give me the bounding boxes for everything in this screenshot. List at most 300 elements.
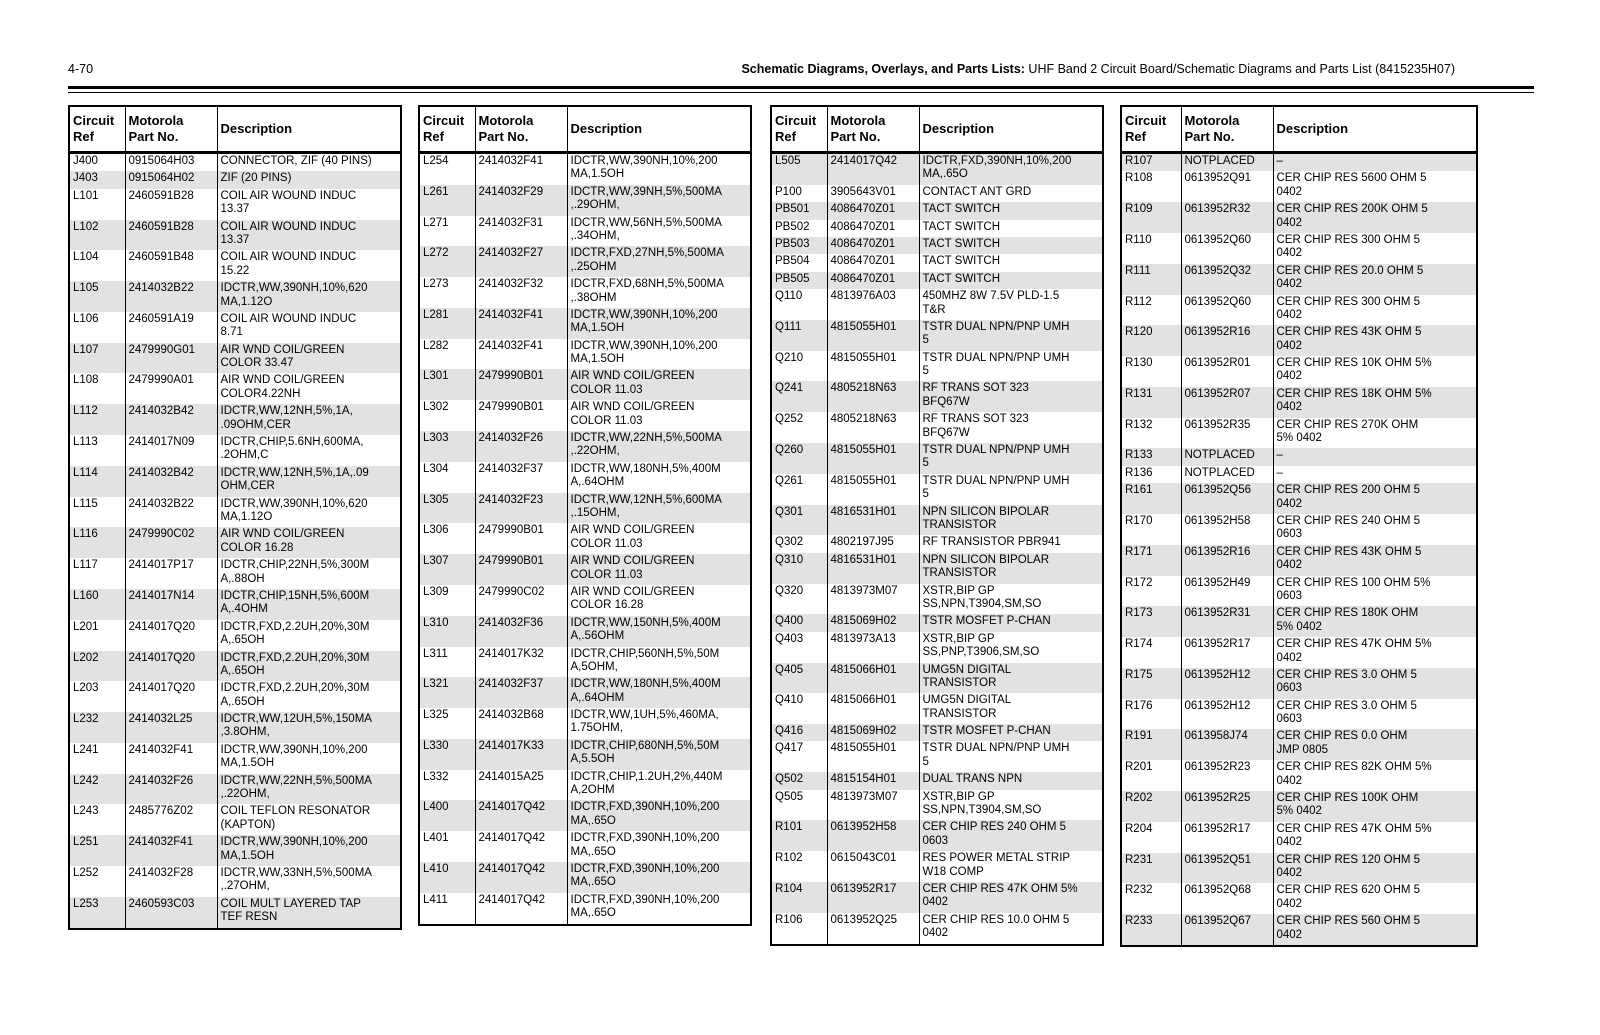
part-no-cell: 4802197J95 xyxy=(827,535,919,552)
description-cell: CER CHIP RES 0.0 OHM JMP 0805 xyxy=(1273,729,1477,760)
description-cell: IDCTR,WW,33NH,5%,500MA ,.27OHM, xyxy=(217,866,401,897)
description-cell: CER CHIP RES 100 OHM 5% 0603 xyxy=(1273,576,1477,607)
table-row xyxy=(69,312,401,343)
description-cell: CER CHIP RES 200 OHM 5 0402 xyxy=(1273,483,1477,514)
description-cell: TACT SWITCH xyxy=(919,272,1103,289)
part-no-cell: 4805218N63 xyxy=(827,381,919,412)
table-row xyxy=(1121,202,1477,233)
table-row xyxy=(1121,853,1477,884)
description-cell: CONTACT ANT GRD xyxy=(919,185,1103,202)
circuit-ref-cell: Q210 xyxy=(775,351,804,364)
table-row xyxy=(419,493,751,524)
description-cell: COIL AIR WOUND INDUC 13.37 xyxy=(217,220,401,251)
description-cell: IDCTR,WW,180NH,5%,400M A,.64OHM xyxy=(567,677,751,708)
table-header-row xyxy=(419,106,751,153)
part-no-cell: 2414032F37 xyxy=(475,677,567,708)
circuit-ref-cell: Q410 xyxy=(775,694,804,707)
part-no-cell: 4815055H01 xyxy=(827,443,919,474)
table-row xyxy=(1121,514,1477,545)
circuit-ref-cell: L106 xyxy=(73,312,99,325)
table-row xyxy=(69,153,401,172)
part-no-cell: 2414017N09 xyxy=(125,435,217,466)
description-cell: AIR WND COIL/GREEN COLOR 33.47 xyxy=(217,343,401,374)
description-cell: CONNECTOR, ZIF (40 PINS) xyxy=(217,153,401,172)
part-no-cell: 4815055H01 xyxy=(827,351,919,382)
description-cell: IDCTR,WW,180NH,5%,400M A,.64OHM xyxy=(567,462,751,493)
table-row xyxy=(69,774,401,805)
part-no-cell: 0613952R07 xyxy=(1181,387,1273,418)
description-cell: COIL AIR WOUND INDUC 8.71 xyxy=(217,312,401,343)
parts-table-2 xyxy=(418,105,752,926)
parts-table xyxy=(418,105,752,926)
description-cell: RF TRANSISTOR PBR941 xyxy=(919,535,1103,552)
circuit-ref-cell: P100 xyxy=(775,185,802,198)
circuit-ref-cell: J403 xyxy=(69,171,125,188)
table-row xyxy=(1121,576,1477,607)
table-row xyxy=(69,171,401,188)
part-no-cell: NOTPLACED xyxy=(1181,153,1273,172)
circuit-ref-cell: R201 xyxy=(1125,761,1153,774)
table-row xyxy=(419,339,751,370)
description-cell: RF TRANS SOT 323 BFQ67W xyxy=(919,412,1103,443)
parts-table xyxy=(1120,105,1478,947)
description-cell: CER CHIP RES 240 OHM 5 0603 xyxy=(919,820,1103,851)
circuit-ref-cell: Q417 xyxy=(775,742,804,755)
description-cell: CER CHIP RES 240 OHM 5 0603 xyxy=(1273,514,1477,545)
circuit-ref-cell: R132 xyxy=(1125,418,1153,431)
description-cell: IDCTR,WW,12UH,5%,150MA ,3.8OHM, xyxy=(217,712,401,743)
table-row xyxy=(771,381,1103,412)
description-cell: IDCTR,FXD,390NH,10%,200 MA,.65O xyxy=(919,153,1103,185)
description-cell: IDCTR,WW,150NH,5%,400M A,.56OHM xyxy=(567,616,751,647)
column-header-circuit-ref: Circuit Ref xyxy=(1121,106,1181,153)
description-cell: COIL AIR WOUND INDUC 13.37 xyxy=(217,189,401,220)
table-row xyxy=(771,505,1103,536)
part-no-cell: 2460593C03 xyxy=(125,897,217,929)
description-cell: 450MHZ 8W 7.5V PLD-1.5 T&R xyxy=(919,289,1103,320)
table-row xyxy=(419,585,751,616)
description-cell: IDCTR,WW,39NH,5%,500MA ,.29OHM, xyxy=(567,185,751,216)
circuit-ref-cell: Q400 xyxy=(771,614,827,631)
table-row xyxy=(1121,387,1477,418)
table-row xyxy=(419,893,751,925)
part-no-cell: 2414032F31 xyxy=(475,216,567,247)
description-cell: IDCTR,FXD,390NH,10%,200 MA,.65O xyxy=(567,831,751,862)
table-row xyxy=(419,831,751,862)
description-cell: CER CHIP RES 300 OHM 5 0402 xyxy=(1273,295,1477,326)
part-no-cell: 2414032F26 xyxy=(475,431,567,462)
table-row xyxy=(69,589,401,620)
table-row xyxy=(771,202,1103,219)
part-no-cell: 4815069H02 xyxy=(827,614,919,631)
circuit-ref-cell: L104 xyxy=(73,251,99,264)
description-cell: AIR WND COIL/GREEN COLOR 16.28 xyxy=(217,527,401,558)
part-no-cell: 2414017Q20 xyxy=(125,620,217,651)
circuit-ref-cell: L272 xyxy=(419,246,475,277)
table-row xyxy=(771,772,1103,789)
circuit-ref-cell: R110 xyxy=(1125,233,1152,246)
table-row xyxy=(69,435,401,466)
circuit-ref-cell: L330 xyxy=(419,739,475,770)
description-cell: IDCTR,CHIP,22NH,5%,300M A,.88OH xyxy=(217,558,401,589)
part-no-cell: 2414032F26 xyxy=(125,774,217,805)
column-header-description: Description xyxy=(919,106,1103,153)
table-row xyxy=(69,681,401,712)
description-cell: RF TRANS SOT 323 BFQ67W xyxy=(919,381,1103,412)
table-row xyxy=(419,431,751,462)
part-no-cell: 2414017Q20 xyxy=(125,651,217,682)
part-no-cell: 2414017Q20 xyxy=(125,681,217,712)
table-row xyxy=(69,250,401,281)
part-no-cell: 2414015A25 xyxy=(475,770,567,801)
part-no-cell: 0613952Q60 xyxy=(1181,295,1273,326)
description-cell: TACT SWITCH xyxy=(919,237,1103,254)
circuit-ref-cell: R108 xyxy=(1125,172,1153,185)
column-header-circuit-ref: Circuit Ref xyxy=(771,106,827,153)
description-cell: IDCTR,WW,390NH,10%,620 MA,1.12O xyxy=(217,281,401,312)
description-cell: NPN SILICON BIPOLAR TRANSISTOR xyxy=(919,553,1103,584)
description-cell: AIR WND COIL/GREEN COLOR4.22NH xyxy=(217,373,401,404)
table-row xyxy=(69,466,401,497)
table-row xyxy=(419,739,751,770)
table-row xyxy=(1121,418,1477,449)
table-row xyxy=(1121,637,1477,668)
parts-table-3 xyxy=(770,105,1104,946)
part-no-cell: 0613952R35 xyxy=(1181,418,1273,449)
circuit-ref-cell: L112 xyxy=(69,404,125,435)
circuit-ref-cell: L271 xyxy=(423,216,449,229)
description-cell: TSTR DUAL NPN/PNP UMH 5 xyxy=(919,320,1103,351)
table-row xyxy=(1121,295,1477,326)
description-cell: – xyxy=(1273,153,1477,172)
description-cell: XSTR,BIP GP SS,PNP,T3906,SM,SO xyxy=(919,632,1103,663)
part-no-cell: 0915064H02 xyxy=(125,171,217,188)
part-no-cell: 2479990B01 xyxy=(475,400,567,431)
description-cell: CER CHIP RES 47K OHM 5% 0402 xyxy=(919,882,1103,913)
circuit-ref-cell: Q405 xyxy=(771,663,827,694)
table-row xyxy=(69,897,401,929)
part-no-cell: 0613952R32 xyxy=(1181,202,1273,233)
part-no-cell: 0613952H49 xyxy=(1181,576,1273,607)
column-header-part-no: Motorola Part No. xyxy=(475,106,567,153)
description-cell: CER CHIP RES 18K OHM 5% 0402 xyxy=(1273,387,1477,418)
circuit-ref-cell: L252 xyxy=(73,866,99,879)
circuit-ref-cell: L310 xyxy=(419,616,475,647)
description-cell: IDCTR,WW,390NH,10%,200 MA,1.5OH xyxy=(567,153,751,185)
table-row xyxy=(771,724,1103,741)
circuit-ref-cell: R104 xyxy=(771,882,827,913)
page-number: 4-70 xyxy=(68,62,94,76)
table-row xyxy=(771,663,1103,694)
circuit-ref-cell: L302 xyxy=(423,401,449,414)
description-cell: COIL MULT LAYERED TAP TEF RESN xyxy=(217,897,401,929)
part-no-cell: 0613952Q67 xyxy=(1181,914,1273,946)
part-no-cell: 0613952Q68 xyxy=(1181,883,1273,914)
description-cell: CER CHIP RES 200K OHM 5 0402 xyxy=(1273,202,1477,233)
part-no-cell: 4815055H01 xyxy=(827,320,919,351)
description-cell: IDCTR,FXD,2.2UH,20%,30M A,.65OH xyxy=(217,681,401,712)
description-cell: CER CHIP RES 3.0 OHM 5 0603 xyxy=(1273,699,1477,730)
part-no-cell: 0613952R25 xyxy=(1181,791,1273,822)
description-cell: CER CHIP RES 47K OHM 5% 0402 xyxy=(1273,637,1477,668)
part-no-cell: 4086470Z01 xyxy=(827,272,919,289)
circuit-ref-cell: L105 xyxy=(69,281,125,312)
part-no-cell: 0613952H58 xyxy=(1181,514,1273,545)
circuit-ref-cell: L203 xyxy=(73,682,99,695)
table-header-row xyxy=(1121,106,1477,153)
description-cell: TSTR MOSFET P-CHAN xyxy=(919,614,1103,631)
table-row xyxy=(1121,483,1477,514)
circuit-ref-cell: L305 xyxy=(419,493,475,524)
table-row xyxy=(1121,760,1477,791)
part-no-cell: 4813976A03 xyxy=(827,289,919,320)
part-no-cell: 2479990B01 xyxy=(475,369,567,400)
circuit-ref-cell: Q403 xyxy=(775,632,804,645)
description-cell: IDCTR,CHIP,560NH,5%,50M A,5OHM, xyxy=(567,647,751,678)
circuit-ref-cell: L201 xyxy=(73,620,99,633)
description-cell: NPN SILICON BIPOLAR TRANSISTOR xyxy=(919,505,1103,536)
part-no-cell: 0613952Q91 xyxy=(1181,171,1273,202)
part-no-cell: 4815066H01 xyxy=(827,693,919,724)
running-header-subtitle: UHF Band 2 Circuit Board/Schematic Diagrams and Parts List (8415235H07) xyxy=(1024,62,1455,76)
circuit-ref-cell: R131 xyxy=(1121,387,1181,418)
part-no-cell: 0613952R17 xyxy=(1181,822,1273,853)
table-row xyxy=(69,558,401,589)
circuit-ref-cell: R107 xyxy=(1121,153,1181,172)
circuit-ref-cell: L115 xyxy=(73,497,98,510)
part-no-cell: 4813973M07 xyxy=(827,584,919,615)
description-cell: IDCTR,WW,56NH,5%,500MA ,.34OHM, xyxy=(567,216,751,247)
circuit-ref-cell: L251 xyxy=(69,835,125,866)
part-no-cell: 2479990A01 xyxy=(125,373,217,404)
description-cell: TSTR MOSFET P-CHAN xyxy=(919,724,1103,741)
table-row xyxy=(771,632,1103,663)
part-no-cell: 2479990C02 xyxy=(475,585,567,616)
circuit-ref-cell: L400 xyxy=(419,800,475,831)
part-no-cell: 0613952Q32 xyxy=(1181,264,1273,295)
description-cell: TSTR DUAL NPN/PNP UMH 5 xyxy=(919,741,1103,772)
part-no-cell: 2414017P17 xyxy=(125,558,217,589)
part-no-cell: 2460591B28 xyxy=(125,189,217,220)
circuit-ref-cell: R106 xyxy=(775,913,803,926)
description-cell: CER CHIP RES 180K OHM 5% 0402 xyxy=(1273,606,1477,637)
part-no-cell: 2414032B42 xyxy=(125,466,217,497)
circuit-ref-cell: L273 xyxy=(423,278,449,291)
part-no-cell: NOTPLACED xyxy=(1181,466,1273,483)
circuit-ref-cell: PB504 xyxy=(775,255,810,268)
table-row xyxy=(69,743,401,774)
description-cell: IDCTR,FXD,27NH,5%,500MA ,.25OHM xyxy=(567,246,751,277)
table-row xyxy=(419,616,751,647)
part-no-cell: 4816531H01 xyxy=(827,505,919,536)
part-no-cell: 4805218N63 xyxy=(827,412,919,443)
circuit-ref-cell: Q320 xyxy=(775,584,804,597)
table-row xyxy=(1121,264,1477,295)
part-no-cell: 2414032B22 xyxy=(125,281,217,312)
part-no-cell: 2414032F36 xyxy=(475,616,567,647)
part-no-cell: 2414032F41 xyxy=(125,835,217,866)
table-row xyxy=(69,497,401,528)
part-no-cell: 0613952H58 xyxy=(827,820,919,851)
circuit-ref-cell: L505 xyxy=(771,153,827,185)
circuit-ref-cell: R133 xyxy=(1121,448,1181,465)
part-no-cell: 2460591B48 xyxy=(125,250,217,281)
table-row xyxy=(419,708,751,739)
part-no-cell: 0915064H03 xyxy=(125,153,217,172)
part-no-cell: 4815055H01 xyxy=(827,474,919,505)
description-cell: IDCTR,WW,22NH,5%,500MA ,.22OHM, xyxy=(567,431,751,462)
description-cell: CER CHIP RES 43K OHM 5 0402 xyxy=(1273,325,1477,356)
part-no-cell: 2414017Q42 xyxy=(475,800,567,831)
circuit-ref-cell: Q502 xyxy=(771,772,827,789)
circuit-ref-cell: L254 xyxy=(423,155,449,167)
table-row xyxy=(1121,822,1477,853)
table-row xyxy=(419,153,751,185)
circuit-ref-cell: L411 xyxy=(423,893,448,906)
table-row xyxy=(419,554,751,585)
circuit-ref-cell: Q241 xyxy=(771,381,827,412)
part-no-cell: 0613952R23 xyxy=(1181,760,1273,791)
column-header-circuit-ref: Circuit Ref xyxy=(419,106,475,153)
circuit-ref-cell: L113 xyxy=(73,436,98,449)
table-row xyxy=(69,343,401,374)
circuit-ref-cell: L202 xyxy=(69,651,125,682)
description-cell: IDCTR,FXD,390NH,10%,200 MA,.65O xyxy=(567,862,751,893)
part-no-cell: 2414032F23 xyxy=(475,493,567,524)
part-no-cell: 0613952Q25 xyxy=(827,913,919,945)
table-row xyxy=(771,913,1103,945)
circuit-ref-cell: R202 xyxy=(1121,791,1181,822)
circuit-ref-cell: PB505 xyxy=(771,272,827,289)
part-no-cell: 2414017Q42 xyxy=(827,153,919,185)
circuit-ref-cell: R231 xyxy=(1121,853,1181,884)
part-no-cell: 2414017Q42 xyxy=(475,831,567,862)
description-cell: XSTR,BIP GP SS,NPN,T3904,SM,SO xyxy=(919,584,1103,615)
table-row xyxy=(1121,883,1477,914)
description-cell: IDCTR,CHIP,15NH,5%,600M A,.4OHM xyxy=(217,589,401,620)
part-no-cell: 2414017K32 xyxy=(475,647,567,678)
table-row xyxy=(419,216,751,247)
circuit-ref-cell: L325 xyxy=(423,709,449,722)
part-no-cell: 2414017N14 xyxy=(125,589,217,620)
table-row xyxy=(419,770,751,801)
circuit-ref-cell: R173 xyxy=(1121,606,1181,637)
circuit-ref-cell: L114 xyxy=(69,466,125,497)
description-cell: AIR WND COIL/GREEN COLOR 11.03 xyxy=(567,523,751,554)
description-cell: CER CHIP RES 82K OHM 5% 0402 xyxy=(1273,760,1477,791)
description-cell: – xyxy=(1273,466,1477,483)
header-divider-rule xyxy=(68,86,1534,93)
description-cell: IDCTR,CHIP,1.2UH,2%,440M A,2OHM xyxy=(567,770,751,801)
column-header-part-no: Motorola Part No. xyxy=(1181,106,1273,153)
description-cell: IDCTR,FXD,390NH,10%,200 MA,.65O xyxy=(567,893,751,925)
table-row xyxy=(1121,356,1477,387)
part-no-cell: 0613952R17 xyxy=(827,882,919,913)
circuit-ref-cell: R174 xyxy=(1125,638,1153,651)
circuit-ref-cell: Q416 xyxy=(771,724,827,741)
table-row xyxy=(1121,545,1477,576)
parts-table xyxy=(68,105,402,930)
description-cell: CER CHIP RES 3.0 OHM 5 0603 xyxy=(1273,668,1477,699)
part-no-cell: 2414032F28 xyxy=(125,866,217,897)
table-row xyxy=(1121,233,1477,264)
circuit-ref-cell: Q110 xyxy=(775,290,803,303)
circuit-ref-cell: L107 xyxy=(69,343,125,374)
part-no-cell: 0613952R16 xyxy=(1181,545,1273,576)
table-row xyxy=(771,320,1103,351)
part-no-cell: 0613952R16 xyxy=(1181,325,1273,356)
description-cell: IDCTR,WW,1UH,5%,460MA, 1.75OHM, xyxy=(567,708,751,739)
description-cell: IDCTR,FXD,2.2UH,20%,30M A,.65OH xyxy=(217,651,401,682)
circuit-ref-cell: L241 xyxy=(73,743,99,756)
part-no-cell: 4086470Z01 xyxy=(827,254,919,271)
part-no-cell: 2414032F41 xyxy=(475,308,567,339)
part-no-cell: 2414017Q42 xyxy=(475,893,567,925)
part-no-cell: 0613952R17 xyxy=(1181,637,1273,668)
circuit-ref-cell: L253 xyxy=(69,897,125,929)
table-row xyxy=(69,527,401,558)
circuit-ref-cell: L307 xyxy=(419,554,475,585)
circuit-ref-cell: L306 xyxy=(423,524,449,537)
part-no-cell: 0613952R31 xyxy=(1181,606,1273,637)
part-no-cell: 0615043C01 xyxy=(827,851,919,882)
circuit-ref-cell: R176 xyxy=(1125,699,1153,712)
circuit-ref-cell: R175 xyxy=(1121,668,1181,699)
circuit-ref-cell: R171 xyxy=(1121,545,1181,576)
table-row xyxy=(771,474,1103,505)
description-cell: IDCTR,WW,12NH,5%,1A, .09OHM,CER xyxy=(217,404,401,435)
part-no-cell: 4086470Z01 xyxy=(827,237,919,254)
description-cell: TSTR DUAL NPN/PNP UMH 5 xyxy=(919,351,1103,382)
column-header-part-no: Motorola Part No. xyxy=(827,106,919,153)
part-no-cell: 4086470Z01 xyxy=(827,220,919,237)
table-row xyxy=(771,254,1103,271)
circuit-ref-cell: R232 xyxy=(1125,884,1153,897)
part-no-cell: 2414032F41 xyxy=(125,743,217,774)
table-header-row xyxy=(771,106,1103,153)
table-row xyxy=(419,308,751,339)
table-row xyxy=(771,553,1103,584)
circuit-ref-cell: R111 xyxy=(1121,264,1181,295)
description-cell: AIR WND COIL/GREEN COLOR 11.03 xyxy=(567,400,751,431)
description-cell: IDCTR,FXD,68NH,5%,500MA ,.38OHM xyxy=(567,277,751,308)
part-no-cell: 4813973M07 xyxy=(827,790,919,821)
circuit-ref-cell: R172 xyxy=(1125,576,1153,589)
circuit-ref-cell: L101 xyxy=(73,189,99,202)
table-row xyxy=(69,651,401,682)
part-no-cell: 2414032B68 xyxy=(475,708,567,739)
table-row xyxy=(419,277,751,308)
table-row xyxy=(69,712,401,743)
part-no-cell: 2414032F32 xyxy=(475,277,567,308)
circuit-ref-cell: R170 xyxy=(1125,514,1153,527)
table-row xyxy=(419,246,751,277)
circuit-ref-cell: PB502 xyxy=(775,220,810,233)
table-row xyxy=(771,882,1103,913)
circuit-ref-cell: L311 xyxy=(423,647,448,660)
table-row xyxy=(69,189,401,220)
table-row xyxy=(419,647,751,678)
description-cell: IDCTR,WW,390NH,10%,620 MA,1.12O xyxy=(217,497,401,528)
part-no-cell: 3905643V01 xyxy=(827,185,919,202)
circuit-ref-cell: L401 xyxy=(423,832,449,845)
table-row xyxy=(419,185,751,216)
part-no-cell: 4086470Z01 xyxy=(827,202,919,219)
circuit-ref-cell: L301 xyxy=(419,369,475,400)
description-cell: AIR WND COIL/GREEN COLOR 11.03 xyxy=(567,554,751,585)
table-row xyxy=(69,220,401,251)
part-no-cell: 2479990C02 xyxy=(125,527,217,558)
